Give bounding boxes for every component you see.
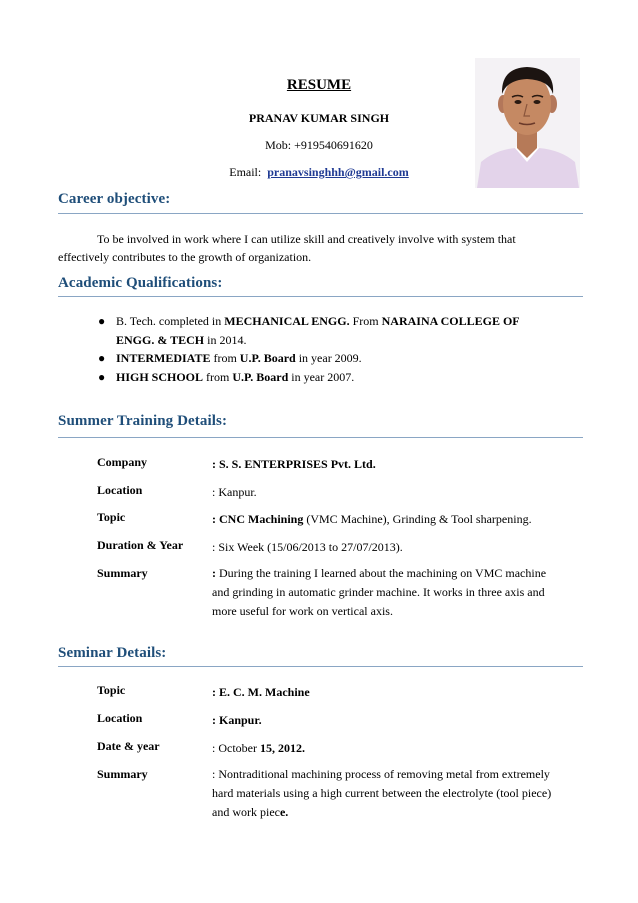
text: : Nontraditional machining process of removing metal from extremely bbox=[212, 767, 550, 781]
text: : bbox=[212, 566, 216, 580]
text: more useful for work on vertical axis. bbox=[212, 604, 393, 618]
qualification-high-school bbox=[116, 368, 556, 387]
text: and grinding in automatic grinder machine. It works in three axis and bbox=[212, 585, 545, 599]
career-objective-line1: To be involved in work where I can utilize skill and creatively involve with system that bbox=[97, 232, 516, 246]
text: : October bbox=[212, 741, 260, 755]
seminar-summary-label: Summary bbox=[97, 767, 148, 781]
text bbox=[212, 803, 580, 822]
text: U.P. Board bbox=[239, 351, 296, 365]
section-divider bbox=[58, 437, 583, 438]
seminar-date-value bbox=[212, 739, 572, 758]
text: U.P. Board bbox=[232, 370, 289, 384]
qualification-intermediate bbox=[116, 349, 556, 368]
text: : CNC Machining bbox=[212, 512, 304, 526]
text: INTERMEDIATE bbox=[116, 351, 211, 365]
duration-value: : Six Week (15/06/2013 to 27/07/2013). bbox=[212, 540, 403, 554]
seminar-topic-value: : E. C. M. Machine bbox=[212, 685, 310, 699]
text: HIGH SCHOOL bbox=[116, 370, 204, 384]
section-divider bbox=[58, 666, 583, 667]
summer-training-heading: Summer Training Details: bbox=[58, 413, 228, 429]
training-summary bbox=[212, 564, 572, 621]
email-label: Email: bbox=[229, 165, 262, 179]
text: ENGG. & TECH bbox=[116, 333, 205, 347]
seminar-date-label: Date & year bbox=[97, 739, 160, 753]
academic-heading: Academic Qualifications: bbox=[58, 275, 223, 291]
qualification-btech bbox=[116, 312, 556, 350]
text: B. Tech. completed in bbox=[116, 314, 225, 328]
seminar-location-value: : Kanpur. bbox=[212, 713, 262, 727]
mobile-number: Mob: +919540691620 bbox=[265, 138, 373, 152]
text: e. bbox=[279, 805, 289, 819]
seminar-topic-label: Topic bbox=[97, 683, 126, 697]
text: from bbox=[210, 351, 240, 365]
email-link[interactable]: pranavsinghhh@gmail.com bbox=[267, 165, 409, 179]
seminar-heading: Seminar Details: bbox=[58, 645, 167, 661]
bullet-icon: ● bbox=[98, 314, 106, 328]
text: in year 2007. bbox=[288, 370, 355, 384]
company-value: : S. S. ENTERPRISES Pvt. Ltd. bbox=[212, 457, 376, 471]
text: From bbox=[349, 314, 382, 328]
company-label: Company bbox=[97, 455, 148, 469]
summary-label: Summary bbox=[97, 566, 148, 580]
duration-label: Duration & Year bbox=[97, 538, 184, 552]
career-objective-heading: Career objective: bbox=[58, 191, 171, 207]
seminar-summary bbox=[212, 765, 580, 822]
text: 15, 2012. bbox=[259, 741, 305, 755]
candidate-name: PRANAV KUMAR SINGH bbox=[248, 111, 390, 125]
text: During the training I learned about the machining on VMC machine bbox=[216, 566, 547, 580]
text: and work piec bbox=[212, 805, 280, 819]
section-divider bbox=[58, 296, 583, 297]
topic-value bbox=[212, 510, 572, 529]
text: from bbox=[203, 370, 233, 384]
section-divider bbox=[58, 213, 583, 214]
resume-title: RESUME bbox=[286, 77, 352, 93]
text: (VMC Machine), Grinding & Tool sharpening. bbox=[303, 512, 532, 526]
location-value: : Kanpur. bbox=[212, 485, 257, 499]
text: in year 2009. bbox=[295, 351, 362, 365]
career-objective-line2: effectively contributes to the growth of organization. bbox=[58, 250, 312, 264]
text: MECHANICAL ENGG. bbox=[224, 314, 350, 328]
text: hard materials using a high current between the electrolyte (tool piece) bbox=[212, 786, 552, 800]
profile-photo bbox=[475, 58, 580, 188]
bullet-icon: ● bbox=[98, 351, 106, 365]
topic-label: Topic bbox=[97, 510, 126, 524]
text: in 2014. bbox=[204, 333, 247, 347]
text: NARAINA COLLEGE OF bbox=[381, 314, 520, 328]
location-label: Location bbox=[97, 483, 143, 497]
bullet-icon: ● bbox=[98, 370, 106, 384]
seminar-location-label: Location bbox=[97, 711, 143, 725]
